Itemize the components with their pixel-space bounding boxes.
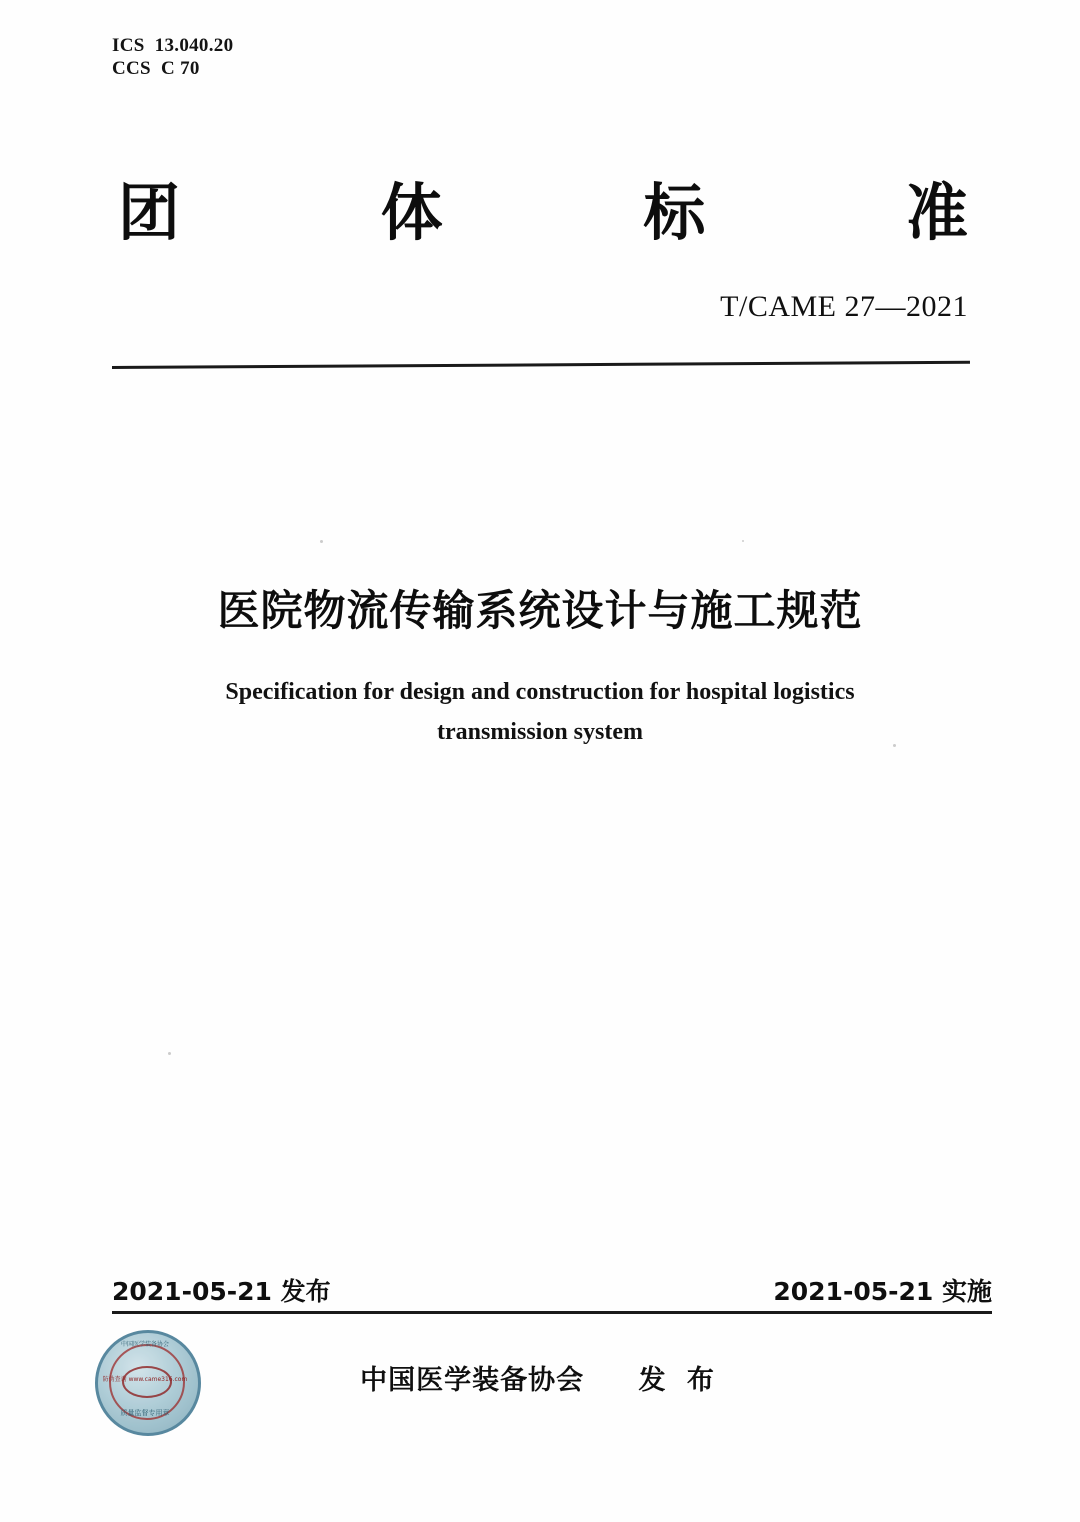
scan-speck — [168, 1052, 171, 1055]
title-char-3: 标 — [643, 176, 706, 249]
scan-speck — [320, 540, 323, 543]
ics-code: ICS 13.040.20 — [112, 35, 234, 56]
date-row — [112, 1272, 992, 1308]
official-seal-icon — [95, 1330, 199, 1434]
title-char-1: 团 — [118, 176, 181, 249]
title-char-4: 准 — [905, 176, 968, 249]
issuer-verb: 发 布 — [638, 1365, 720, 1396]
header-divider — [112, 361, 970, 369]
document-title-english-line2: transmission system — [436, 719, 643, 745]
scan-speck — [742, 540, 744, 542]
classification-codes — [112, 34, 233, 80]
seal-text-bottom: 质量监督专用章 — [120, 1409, 170, 1417]
seal-text-mid: 防伪查询 www.came316.com — [102, 1376, 188, 1383]
seal-text-top: 中国医学装备协会 — [120, 1341, 169, 1348]
document-title-english-line1: Specification for design and construction for hospital logistics — [225, 679, 855, 705]
document-title-english — [190, 672, 890, 752]
title-char-2: 体 — [380, 176, 443, 249]
standard-number: T/CAME 27—2021 — [720, 290, 968, 323]
page-title — [118, 178, 968, 248]
document-title-chinese: 医院物流传输系统设计与施工规范 — [217, 586, 863, 635]
scan-speck — [893, 744, 896, 747]
issuer-name: 中国医学装备协会 — [360, 1365, 585, 1396]
ccs-code: CCS C 70 — [112, 58, 200, 79]
publish-date: 2021-05-21 发布 — [112, 1277, 331, 1306]
footer-divider — [112, 1311, 992, 1314]
implement-date: 2021-05-21 实施 — [773, 1277, 992, 1306]
